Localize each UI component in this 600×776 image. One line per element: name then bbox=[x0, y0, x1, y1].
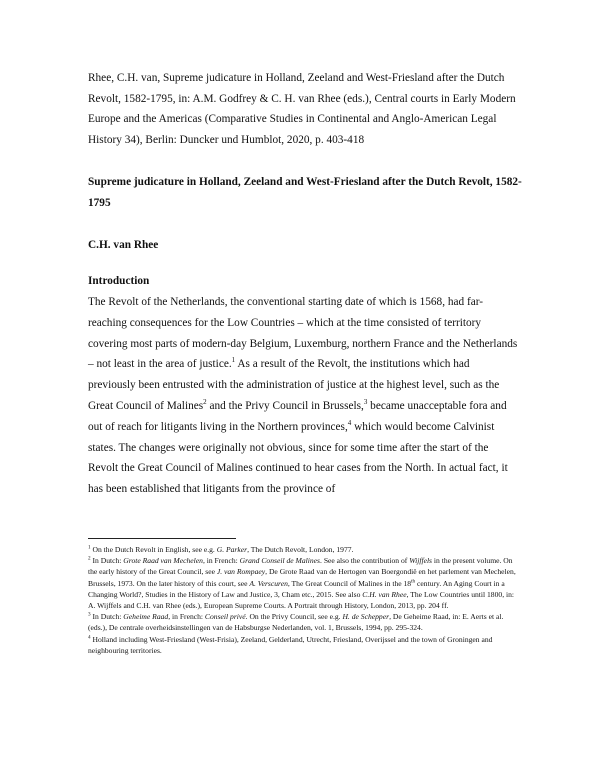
body-text: and the Privy Council in Brussels, bbox=[206, 399, 364, 412]
footnote-text: In Dutch: bbox=[90, 612, 124, 622]
footnote-text: , in French: bbox=[202, 556, 240, 566]
footnote-2 bbox=[88, 555, 520, 611]
footnote-author: H. de Schepper bbox=[342, 612, 390, 622]
footnote-text: . On the Privy Council, see e.g. bbox=[245, 612, 343, 622]
footnote-ref-3[interactable]: 3 bbox=[363, 398, 368, 407]
footnote-ref-4[interactable]: 4 bbox=[347, 419, 352, 428]
footnote-term: Conseil privé bbox=[204, 612, 246, 622]
footnote-text: , De Grote Raad van de Hertogen van Boergondië en het parlement van Mechelen, Brussels, 1973. On the later history of this court, see bbox=[88, 567, 516, 588]
footnote-text: in the present volume. On the early history of the Great Council, see bbox=[88, 556, 513, 577]
footnote-text: century. An Aging Court in a Changing World?, Studies in the History of Law and Justice, 3, Cham etc., 2015. See also bbox=[88, 578, 505, 599]
footnote-text: , The Great Council of Malines in the 18 bbox=[287, 578, 412, 588]
footnote-author: A. Verscuren bbox=[249, 578, 288, 588]
footnote-text: , The Dutch Revolt, London, 1977. bbox=[247, 545, 354, 554]
footnote-divider bbox=[88, 538, 236, 539]
footnote-4 bbox=[88, 634, 520, 656]
footnote-text: . See also the contribution of bbox=[320, 556, 410, 566]
footnote-text: , in French: bbox=[168, 612, 205, 622]
body-text: The Revolt of the Netherlands, the conventional starting date of which is 1568, had far-reaching consequences for the Low Countries – which at the time consisted of territory covering most parts of modern-day Belgium, Luxemburg, northern France and the Netherlands – not least in the area of justice. bbox=[88, 296, 518, 371]
body-text: which would become Calvinist states. The changes were originally not obvious, since for some time after the start of the Revolt the Great Council of Malines continued to hear cases from the North. In actual fact, it has been established that litigants from the province of bbox=[88, 420, 508, 496]
footnote-term: Grand Conseil de Malines bbox=[239, 556, 321, 566]
body-text: became unacceptable fora and out of reach for litigants living in the Northern provinces, bbox=[88, 399, 507, 433]
footnote-text: , De Geheime Raad, in: E. Aerts et al. (eds.), De centrale overheidsinstellingen van de Habsburgse Nederlanden, vol. 1, Brussels, 1994, pp. 295-324. bbox=[88, 612, 504, 633]
footnote-author: J. van Rompaey bbox=[216, 567, 266, 577]
footnote-number: 3 bbox=[88, 611, 91, 618]
body-paragraph bbox=[88, 292, 518, 500]
footnote-1 bbox=[88, 544, 520, 555]
footnote-term: Geheime Raad bbox=[123, 612, 169, 622]
footnote-author: Wijffels bbox=[409, 556, 433, 566]
footnote-number: 4 bbox=[88, 634, 91, 641]
footnote-ref-1[interactable]: 1 bbox=[231, 356, 236, 365]
footnote-3 bbox=[88, 611, 520, 633]
citation: Rhee, C.H. van, Supreme judicature in Holland, Zeeland and West-Friesland after the Dutch Revolt, 1582-1795, in: A.M. Godfrey & C. H. van Rhee (eds.), Central courts in Early Modern Europe and the Americas (Comparative Studies in Continental and Anglo-American Legal History 34), Berlin: Duncker und Humblot, 2020, p. 403-418 bbox=[88, 72, 516, 146]
footnote-number: 1 bbox=[88, 544, 91, 551]
body-text: As a result of the Revolt, the institutions which had previously been entrusted with the administration of justice at the highest level, such as the Great Council of Malines bbox=[88, 358, 500, 412]
paper-title: Supreme judicature in Holland, Zeeland and West-Friesland after the Dutch Revolt, 1582-1795 bbox=[88, 176, 522, 209]
footnotes bbox=[88, 544, 520, 656]
footnote-author: C.H. van Rhee bbox=[362, 589, 407, 599]
ordinal-suffix: th bbox=[411, 578, 416, 585]
footnote-ref-2[interactable]: 2 bbox=[203, 398, 207, 407]
footnote-text: Holland including West-Friesland (West-Frisia), Zeeland, Gelderland, Utrecht, Friesland, Overijssel and the town of Groningen and neighbouring territories. bbox=[88, 634, 493, 655]
footnote-term: Grote Raad van Mechelen bbox=[123, 556, 203, 566]
footnote-author: G. Parker bbox=[216, 545, 248, 554]
footnote-number: 2 bbox=[88, 555, 91, 562]
footnote-text: In Dutch: bbox=[90, 556, 124, 566]
section-heading: Introduction bbox=[88, 275, 150, 287]
footnote-text: , The Low Countries until 1800, in: A. Wijffels and C.H. van Rhee (eds.), European Supreme Courts. A Portrait through History, London, 2013, pp. 204 ff. bbox=[88, 589, 515, 611]
footnote-text: On the Dutch Revolt in English, see e.g. bbox=[90, 545, 217, 554]
author: C.H. van Rhee bbox=[88, 239, 159, 251]
